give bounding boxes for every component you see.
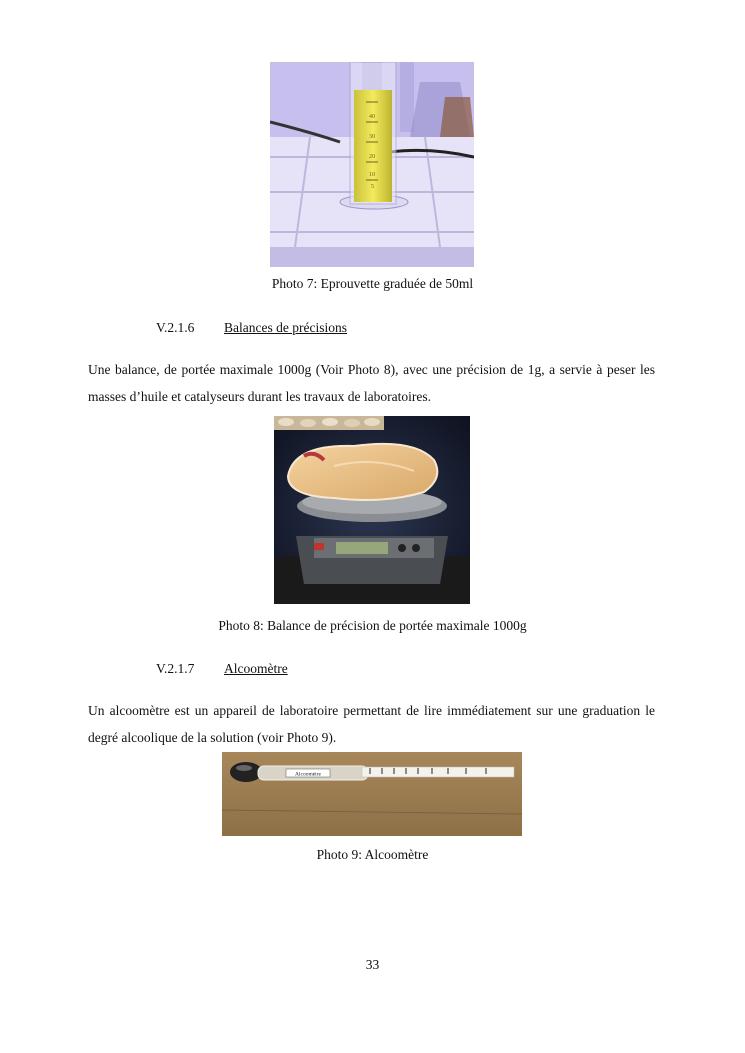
section-title: Alcoomètre <box>224 661 288 676</box>
scale-mark: 10 <box>369 172 375 178</box>
alcoometer-label: Alcoomètre <box>295 771 321 778</box>
section-number: V.2.1.6 <box>156 320 195 335</box>
scale-mark: 40 <box>369 114 375 120</box>
photo-9-caption: Photo 9: Alcoomètre <box>316 847 429 862</box>
photo-9-alcoometer <box>222 752 522 836</box>
paragraph-alcoometre: Un alcoomètre est un appareil de laboratoire permettant de lire immédiatement sur une graduation le degré alcoolique de la solution (voir Photo 9). <box>88 703 655 745</box>
graduated-cylinder-image <box>270 62 474 267</box>
scale-mark: 5 <box>371 184 374 190</box>
scale-mark: 30 <box>369 134 375 140</box>
scale-mark: 20 <box>369 154 375 160</box>
alcoometer-image <box>222 752 522 836</box>
paragraph-balance: Une balance, de portée maximale 1000g (Voir Photo 8), avec une précision de 1g, a servie à peser les masses d’huile et catalyseurs durant les travaux de laboratoires. <box>88 362 655 404</box>
section-heading-balances <box>156 320 456 338</box>
page-number: 33 <box>365 957 380 972</box>
precision-balance-image <box>274 416 470 604</box>
section-title: Balances de précisions <box>224 320 347 335</box>
photo-7-caption: Photo 7: Eprouvette graduée de 50ml <box>271 276 474 291</box>
section-heading-alcoometre <box>156 661 456 679</box>
photo-7-graduated-cylinder <box>270 62 474 267</box>
section-number: V.2.1.7 <box>156 661 195 676</box>
photo-8-precision-balance <box>274 416 470 604</box>
photo-8-caption: Photo 8: Balance de précision de portée maximale 1000g <box>218 618 527 633</box>
